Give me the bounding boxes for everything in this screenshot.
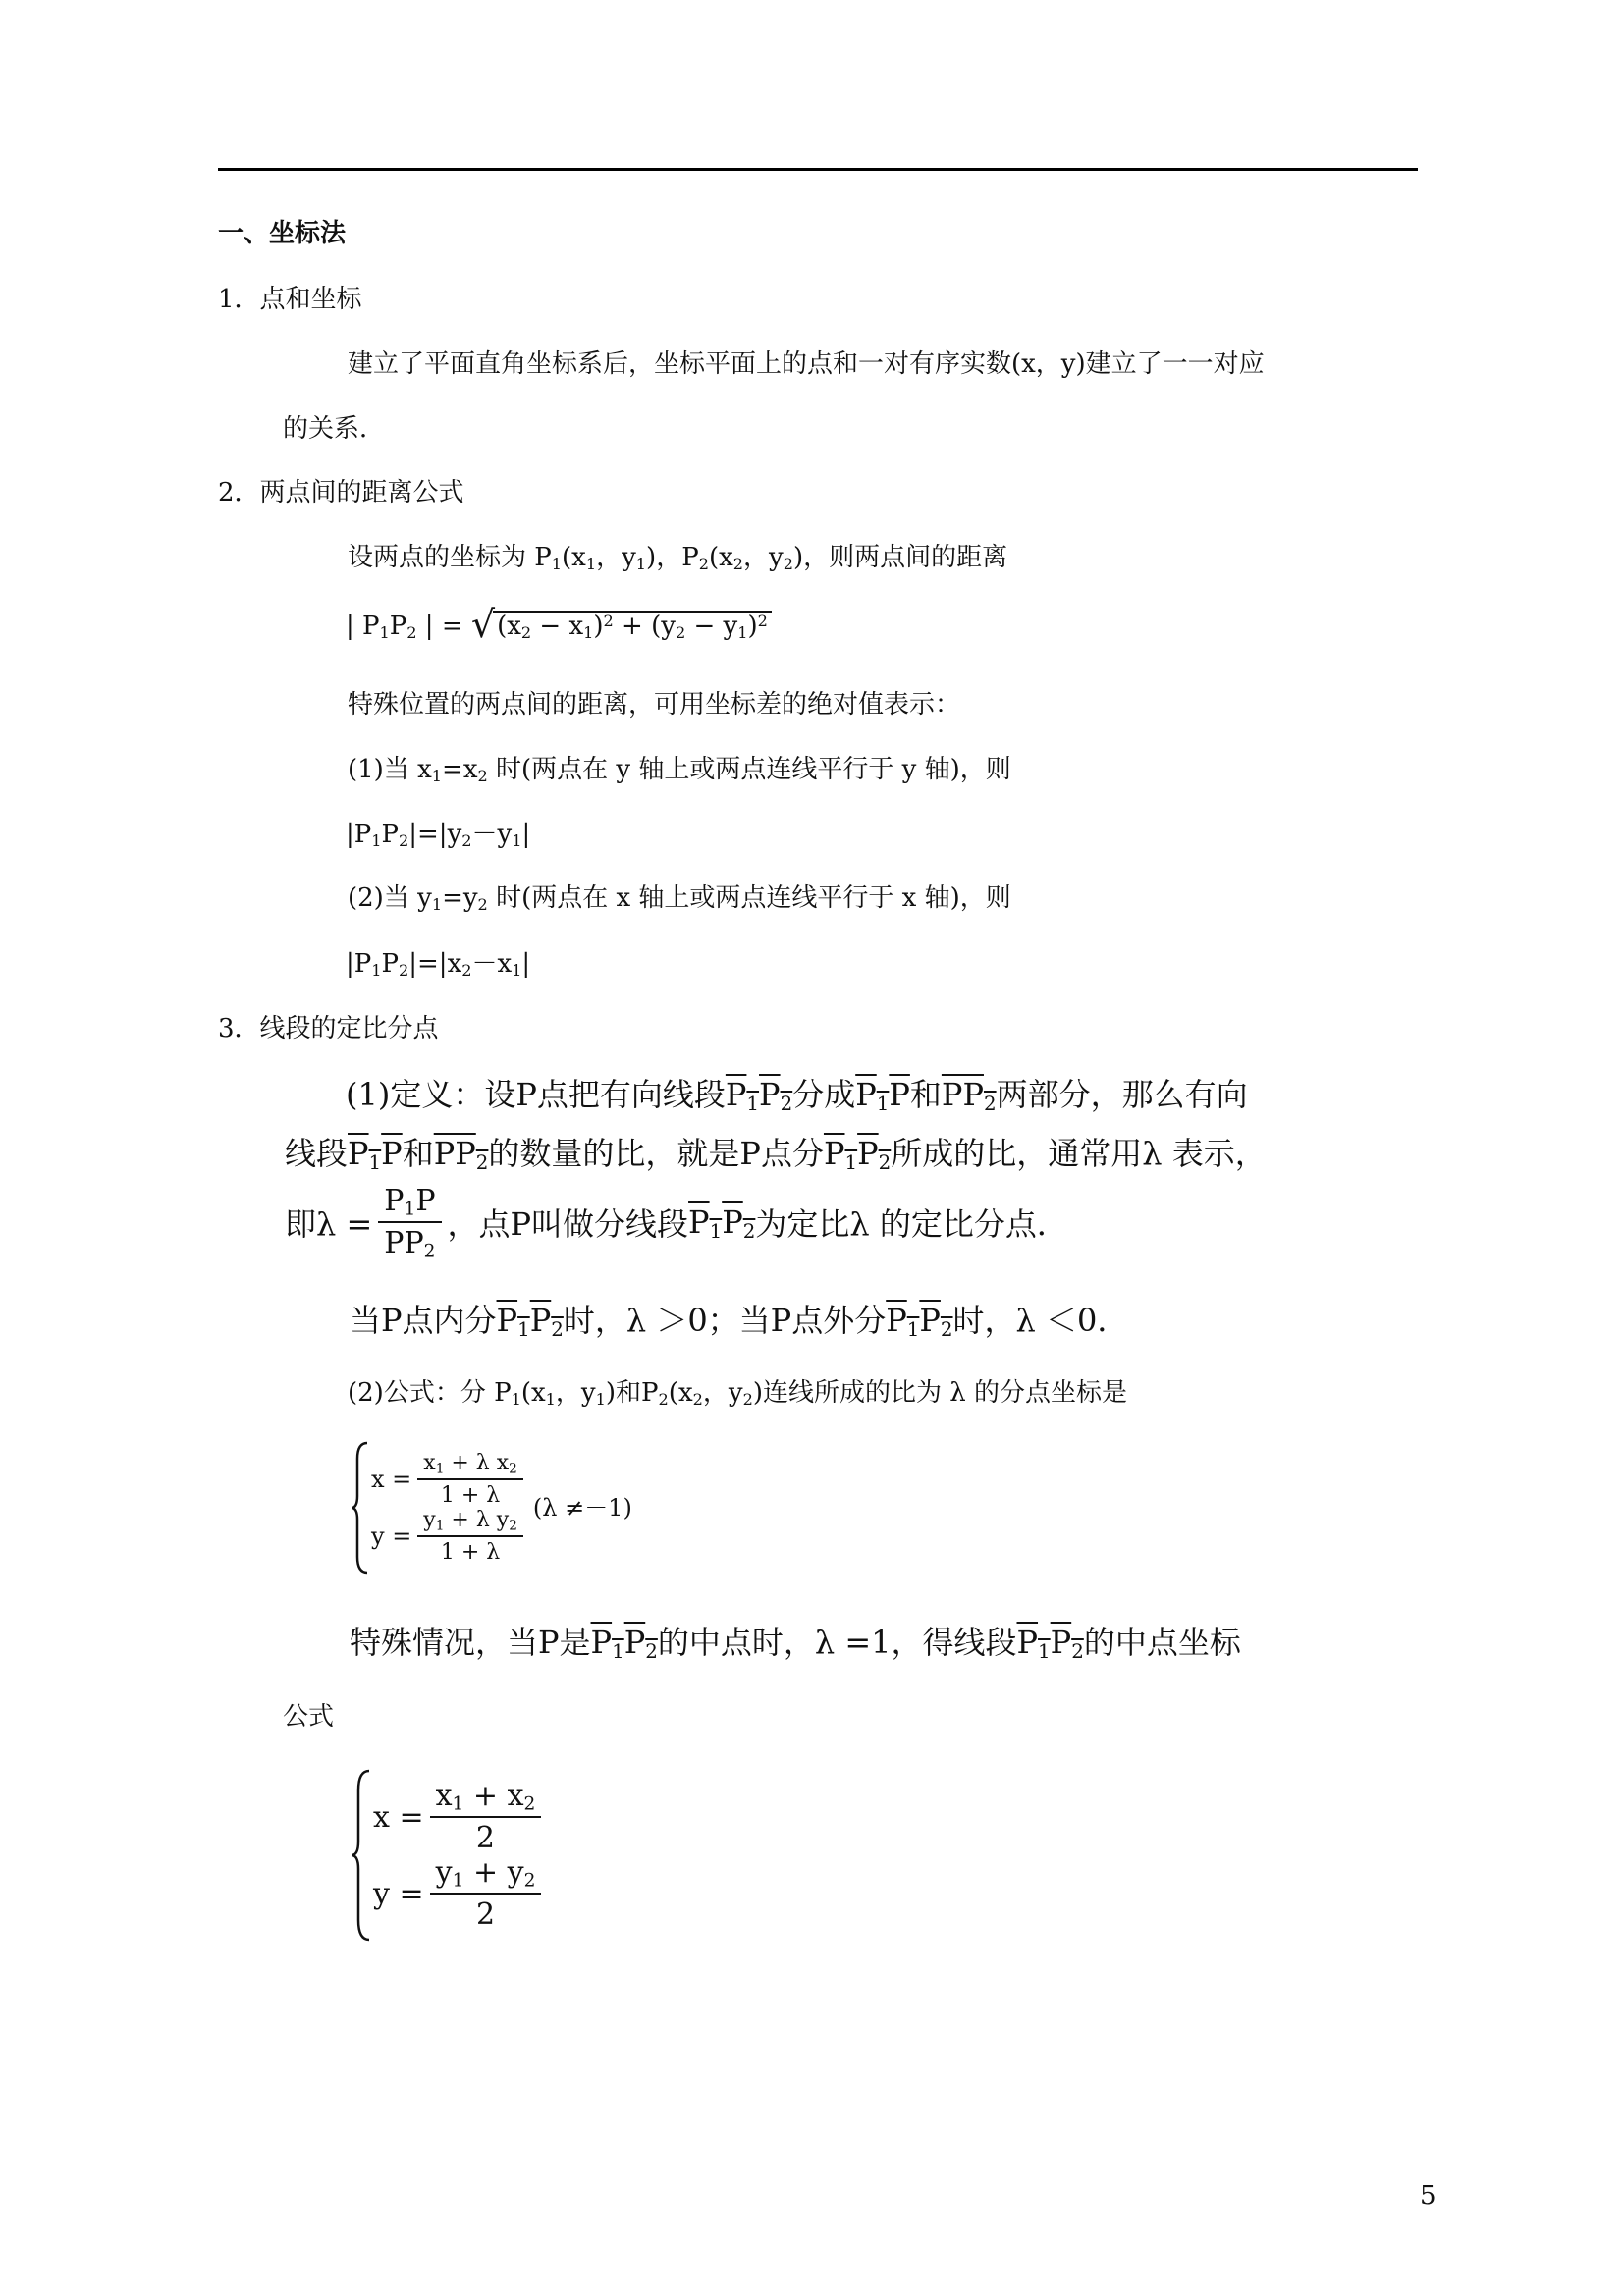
case2-condition: $y_1=y_2$ (417, 883, 488, 915)
segment-p1p2: $P_1P_2$ (823, 1135, 892, 1174)
special-text-c: 的中点坐标 (1083, 1624, 1241, 1661)
item2-heading: 2．两点间的距离公式 (218, 478, 464, 507)
def-text-g: 的数量的比，就是P点分 (488, 1135, 824, 1172)
def-text-f: 和 (402, 1135, 434, 1172)
lambda-sign-condition (350, 1296, 1128, 1341)
sqrt-icon: √ (470, 603, 496, 646)
left-brace-icon (350, 1439, 371, 1576)
item2-intro-prefix: 设两点的坐标为 (348, 543, 527, 572)
y-division-row: y = $\frac{y_1 + \lambda y_2}{1 + \lambda}$ (371, 1508, 529, 1565)
formula-text-b: 和 (616, 1378, 642, 1408)
special-positions-intro: 特殊位置的两点间的距离，可用坐标差的绝对值表示： (348, 690, 961, 720)
item2-intro (348, 537, 1007, 573)
formula-intro (348, 1372, 1127, 1409)
midpoint-formula (350, 1767, 547, 1944)
segment-pp2: $PP_2$ (433, 1135, 489, 1174)
case1-line (348, 749, 1011, 785)
formula-text-a: (2)公式：分 (348, 1378, 486, 1408)
segment-p1p2: $P_1P_2$ (688, 1203, 756, 1243)
case2-formula: $|P_1P_2|=|x_2-x_1|$ (346, 949, 531, 981)
def-text-j: 为定比λ 的定比分点． (755, 1205, 1068, 1243)
def-text-h: 所成的比，通常用λ 表示， (891, 1135, 1267, 1172)
page-number: 5 (1420, 2181, 1436, 2211)
x-midpoint-row: x = $\frac{x_1 + x_2}{2}$ (373, 1779, 547, 1855)
midpoint-special-case-line2: 公式 (283, 1702, 335, 1732)
item3-heading: 3．线段的定比分点 (218, 1014, 439, 1043)
division-point-formula (350, 1439, 632, 1576)
def-text-a: (1)定义：设P点把有向线段 (346, 1076, 726, 1113)
def-text-c: 和 (909, 1076, 942, 1113)
segment-p1p2: $P_1P_2$ (1016, 1624, 1084, 1663)
y-midpoint-row: y = $\frac{y_1 + y_2}{2}$ (373, 1855, 547, 1932)
item1-para-line1: 建立了平面直角坐标系后，坐标平面上的点和一对有序实数(x，y)建立了一一对应 (348, 349, 1265, 379)
definition-line1 (346, 1070, 1248, 1115)
lambda-fraction: $\frac{P_1P}{PP_2}$ (378, 1184, 441, 1260)
item1-heading: 1．点和坐标 (218, 285, 362, 314)
def-text-d: 两部分，那么有向 (996, 1076, 1248, 1113)
case1-formula: $|P_1P_2|=|y_2-y_1|$ (346, 820, 531, 851)
formula-text-c: 连线所成的比为 λ 的分点坐标是 (762, 1378, 1127, 1408)
segment-p1p2: $P_1P_2$ (496, 1302, 564, 1341)
case1-label: (1)当 (348, 755, 409, 784)
case2-text: 时(两点在 x 轴上或两点连线平行于 x 轴)，则 (496, 883, 1011, 913)
item2-intro-suffix: ，则两点间的距离 (803, 543, 1008, 572)
left-brace-icon (350, 1767, 373, 1944)
lambda-condition: (λ ≠－1) (532, 1493, 632, 1522)
p2-coordinates: $P_2(x_2$，$y_2$) (641, 1378, 763, 1410)
x-division-row: x = $\frac{x_1 + \lambda x_2}{1 + \lambda}$ (371, 1451, 529, 1508)
special-text-b: 的中点时，λ =1，得线段 (657, 1624, 1017, 1661)
cond-text-c: 时，λ ＜0． (952, 1302, 1129, 1339)
header-rule (218, 168, 1418, 171)
section-title: 一、坐标法 (218, 219, 347, 248)
segment-p1p2: $P_1P_2$ (590, 1624, 658, 1663)
cond-text-a: 当P点内分 (350, 1302, 497, 1339)
segment-p1p: $P_1P$ (855, 1076, 910, 1115)
p1-p2-coordinates: $P_1(x_1$，$y_1$)，$P_2(x_2$，$y_2$) (534, 543, 804, 574)
case2-label: (2)当 (348, 883, 409, 913)
segment-pp2: $PP_2$ (941, 1076, 997, 1115)
case2-line (348, 878, 1011, 914)
segment-p1p: $P_1P$ (348, 1135, 403, 1174)
case1-text: 时(两点在 y 轴上或两点连线平行于 y 轴)，则 (496, 755, 1011, 784)
case1-condition: $x_1=x_2$ (417, 755, 488, 786)
def-text-e: 线段 (285, 1135, 349, 1172)
midpoint-special-case (350, 1618, 1241, 1663)
segment-p1p2: $P_1P_2$ (725, 1076, 793, 1115)
cond-text-b: 时，λ ＞0；当P点外分 (563, 1302, 887, 1339)
distance-formula: | $P_1P_2$ | = $√(x_2 - x_1)^2 + (y_2 - y_1)^2$ (346, 606, 772, 643)
item1-para-line2: 的关系． (283, 414, 386, 444)
definition-line2 (285, 1129, 1267, 1174)
p1-coordinates: $P_1(x_1$，$y_1$) (494, 1378, 617, 1410)
def-text-i: ，点P叫做分线段 (447, 1205, 689, 1243)
def-text-b: 分成 (792, 1076, 856, 1113)
definition-line3 (285, 1178, 1068, 1266)
special-text-a: 特殊情况，当P是 (350, 1624, 591, 1661)
segment-p1p2: $P_1P_2$ (886, 1302, 953, 1341)
lambda-equals: 即λ = (285, 1205, 373, 1243)
